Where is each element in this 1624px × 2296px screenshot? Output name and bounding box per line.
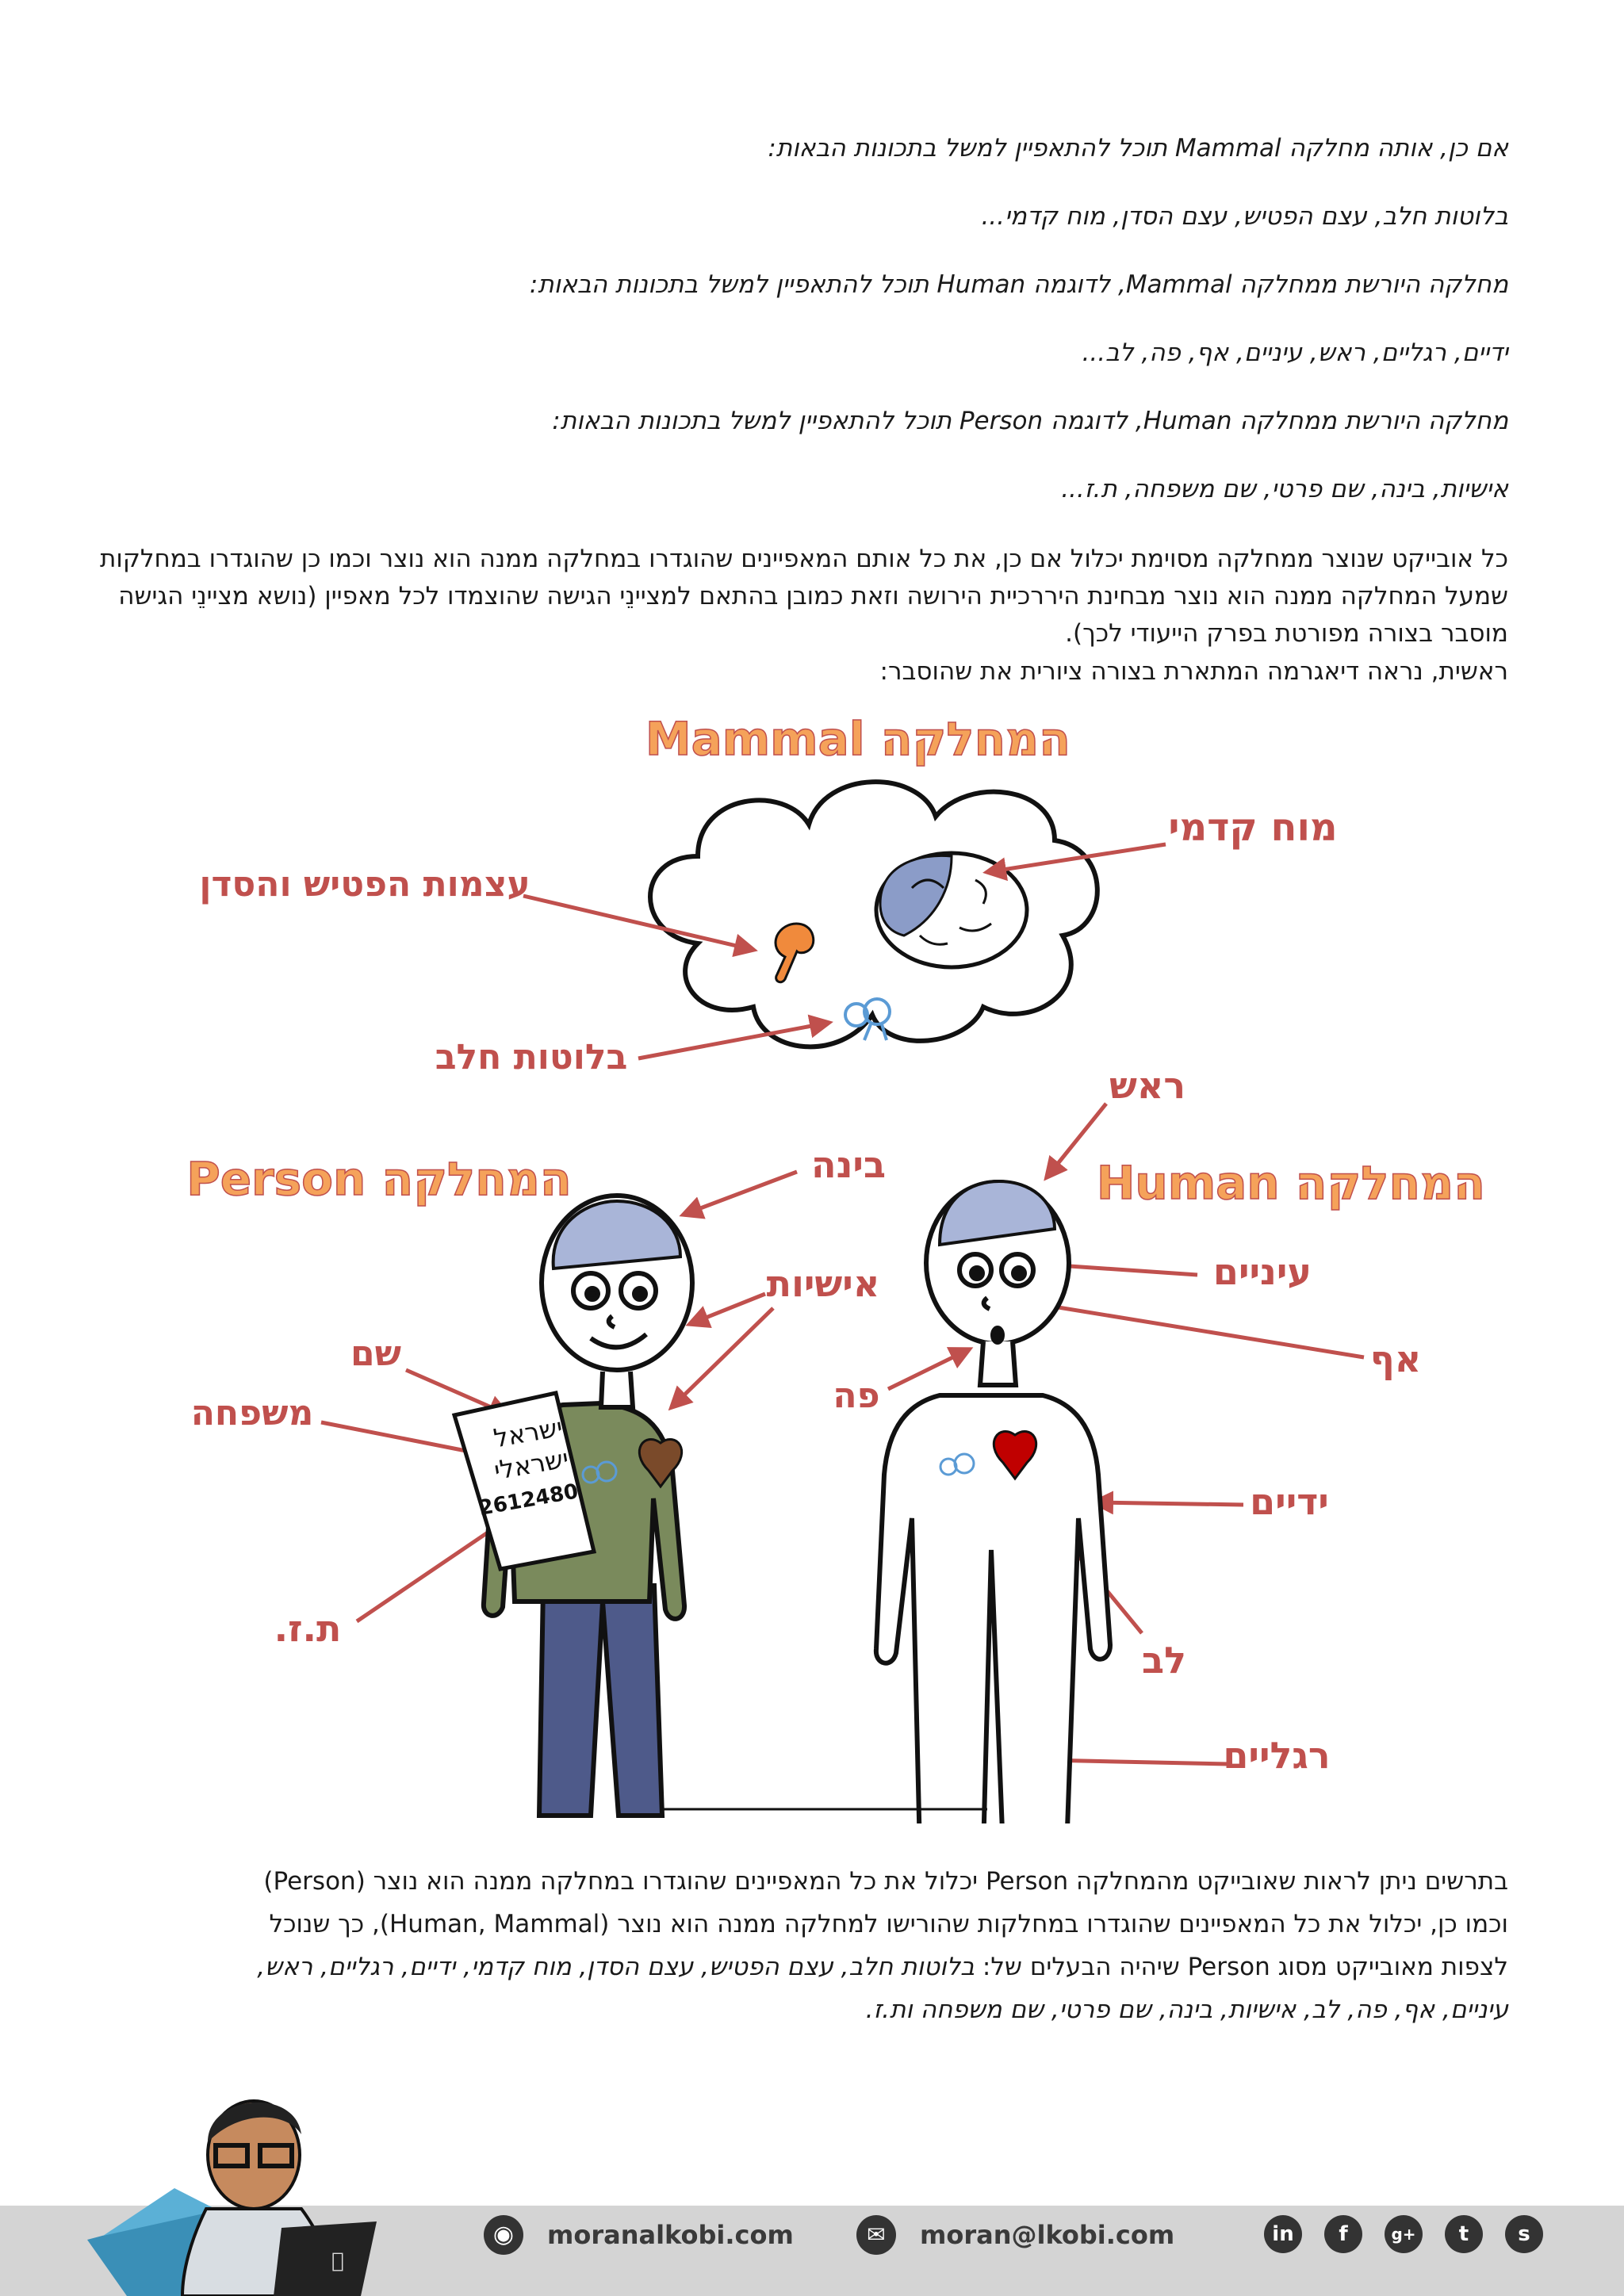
arrow-mouth: [888, 1349, 969, 1389]
label-eyes: עיניים: [1212, 1250, 1312, 1293]
id-card-first-name: ישראל: [491, 1411, 565, 1454]
label-intellect: בינה: [810, 1143, 887, 1186]
person-class-title: המחלקה Person: [186, 1152, 572, 1206]
label-nose: אף: [1369, 1337, 1422, 1380]
author-avatar: [79, 2069, 412, 2296]
facebook-icon[interactable]: f: [1324, 2215, 1362, 2253]
label-mammary: בלוטות חלב: [435, 1037, 628, 1077]
summary-line-4: עיניים, אף, פה, לב, אישיות, בינה, שם פרטי, שם משפחה ות.ז.: [865, 1996, 1508, 2024]
paragraph-mammal-traits: אם כן, אותה מחלקה Mammal תוכל להתאפיין למשל בתכונות הבאות:: [768, 134, 1508, 163]
arrow-personality-2: [672, 1308, 773, 1407]
human-figure: [876, 1181, 1110, 1823]
mammal-cloud: [650, 782, 1097, 1047]
label-id-card: ת.ז.: [274, 1607, 342, 1650]
summary-line-3-italic: בלוטות חלב, עצם הפטיש, עצם הסדן, מוח קדמי, ידיים, רגליים, ראש,: [257, 1953, 975, 1981]
label-first-name: שם: [350, 1334, 402, 1374]
paragraph-person-list: אישיות, בינה, שם פרטי, שם משפחה, ת.ז...: [1061, 475, 1508, 503]
summary-line-2: וכמו כן, יכלול את כל המאפיינים שהוגדרו במחלקות שהורישו למחלקה ממנה הוא נוצר (Human, Mammal), כך שנוכל: [269, 1910, 1508, 1938]
mail-icon: ✉: [856, 2215, 896, 2255]
label-legs: רגליים: [1223, 1734, 1331, 1777]
paragraph-person-traits: מחלקה היורשת ממחלקה Human, לדוגמה Person תוכל להתאפיין למשל בתכונות הבאות:: [552, 407, 1508, 435]
label-family-name: משפחה: [190, 1393, 314, 1433]
label-personality: אישיות: [766, 1262, 880, 1305]
skype-icon[interactable]: s: [1505, 2215, 1543, 2253]
label-mouth: פה: [833, 1376, 880, 1416]
paragraph-human-list: ידיים, רגליים, ראש, עיניים, אף, פה, לב...: [1082, 339, 1508, 367]
paragraph-mammal-list: בלוטות חלב, עצם הפטיש, עצם הסדן, מוח קדמי...: [981, 202, 1508, 231]
apple-icon: [331, 2249, 344, 2273]
id-card-last-name: ישראלי: [492, 1443, 571, 1487]
label-hands: ידיים: [1250, 1480, 1329, 1523]
inheritance-diagram: [0, 698, 1624, 1823]
id-card-number: 2612480: [477, 1479, 580, 1521]
human-class-title: המחלקה Human: [1096, 1156, 1486, 1210]
summary-line-3-normal: לצפות מאובייקט מסוג Person שיהיה הבעלים של:: [975, 1953, 1508, 1981]
label-ear-bones: עצמות הפטיש והסדן: [199, 864, 530, 905]
google-plus-icon[interactable]: g+: [1385, 2215, 1423, 2253]
label-head: ראש: [1109, 1064, 1186, 1107]
arrow-legs: [1047, 1760, 1228, 1764]
twitter-icon[interactable]: t: [1445, 2215, 1483, 2253]
label-heart: לב: [1142, 1639, 1186, 1682]
arrow-hands: [1094, 1502, 1243, 1505]
arrow-personality-1: [690, 1294, 765, 1324]
linkedin-icon[interactable]: in: [1264, 2215, 1302, 2253]
website-link[interactable]: moranalkobi.com: [547, 2220, 794, 2250]
email-link[interactable]: moran@lkobi.com: [920, 2220, 1175, 2250]
summary-line-1: בתרשים ניתן לראות שאובייקט מהמחלקה Person יכלול את כל המאפיינים שהוגדרו במחלקה ממנה הוא נוצר (Person): [263, 1867, 1508, 1896]
paragraph-inheritance-explanation: כל אובייקט שנוצר ממחלקה מסוימת יכלול אם כן, את כל אותם המאפיינים שהוגדרו במחלקה ממנה הוא נוצר וכמו כן שהוגדרו במחלקות שמעל המחלקה ממנה הוא נוצר מבחינת היררכיית הירושה וזאת כמובן בהתאם למציינֵי הגישה שהוצמדו לכל מאפיין (נושא מציינֵי הגישה מוסבר בצורה מפורטת בפרק הייעודי לכך).: [100, 545, 1508, 648]
paragraph-human-traits: מחלקה היורשת ממחלקה Mammal, לדוגמה Human תוכל להתאפיין למשל בתכונות הבאות:: [529, 270, 1508, 299]
summary-line-3: [65, 1946, 1508, 1988]
label-forebrain: מוח קדמי: [1168, 806, 1338, 850]
mammal-class-title: המחלקה Mammal: [645, 712, 1071, 766]
globe-icon: ◉: [484, 2215, 523, 2255]
paragraph-diagram-intro: ראשית, נראה דיאגרמה המתארת בצורה ציורית את שהוסבר:: [879, 657, 1508, 686]
arrow-intellect: [684, 1172, 797, 1215]
